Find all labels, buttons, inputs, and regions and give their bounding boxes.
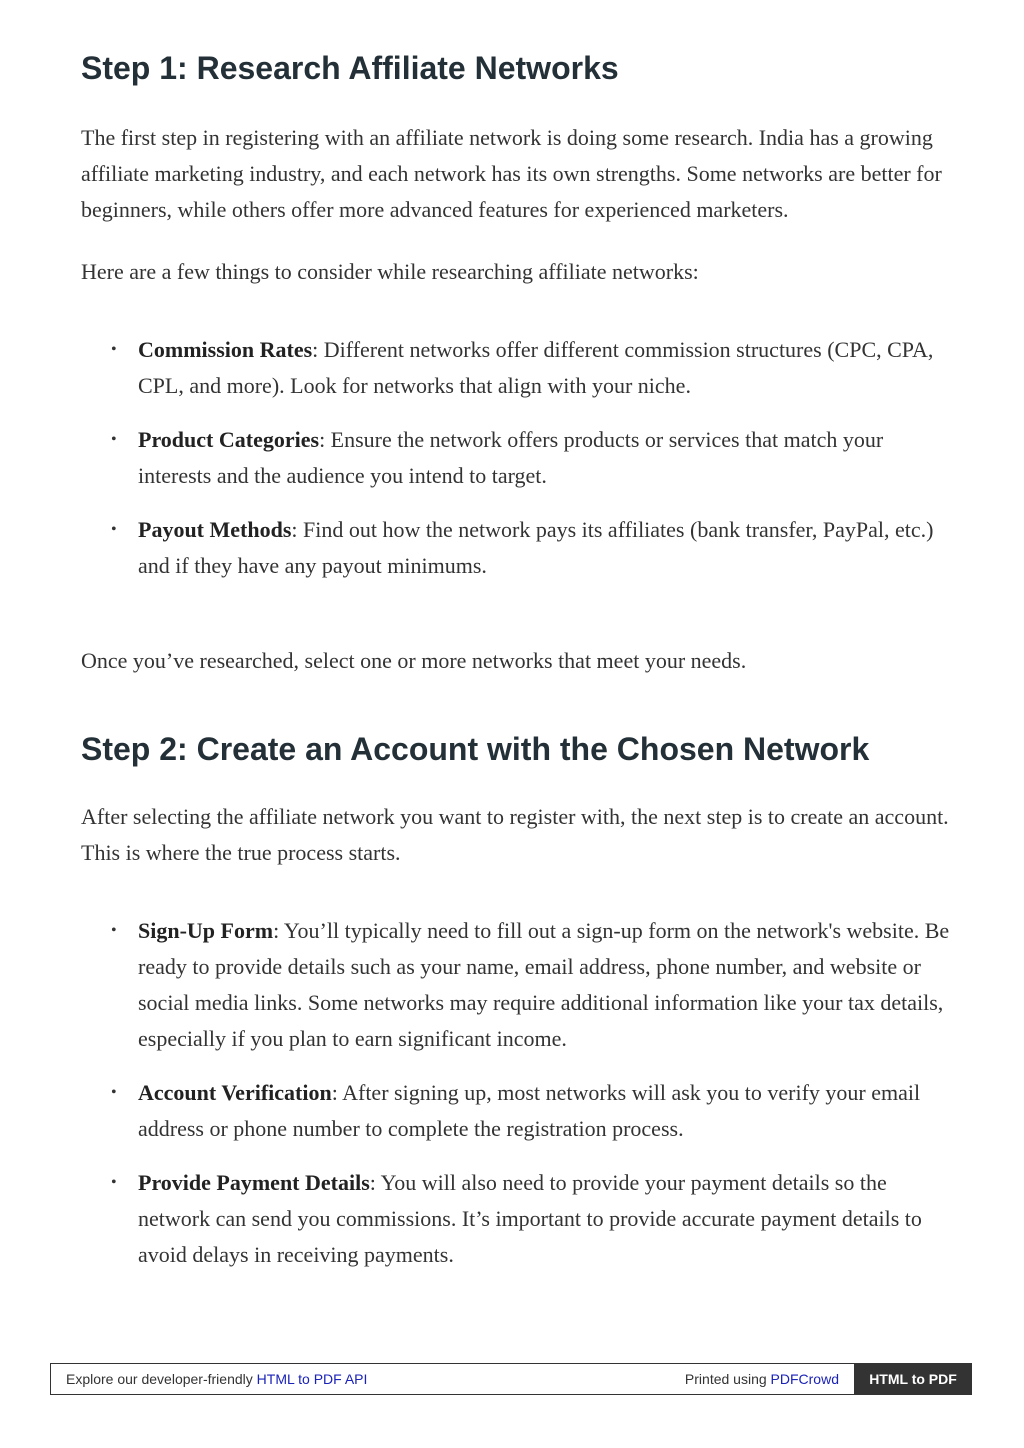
step1-intro-paragraph: The first step in registering with an affiliate network is doing some research. India has a growing affiliate marketing industry, and each network has its own strengths. Some networks are better for beginners, while others offer more advanced features for experienced marketers. (81, 125, 942, 222)
pdfcrowd-footer-bar (50, 1363, 972, 1395)
list-item-text: : After signing up, most networks will ask you to verify your email address or phone number to complete the registration process. (138, 1080, 921, 1141)
list-item-term: Sign-Up Form (138, 918, 274, 943)
step1-closing-paragraph: Once you’ve researched, select one or more networks that meet your needs. (81, 648, 747, 673)
bullet-icon: • (111, 341, 117, 358)
list-item (81, 1075, 951, 1147)
bullet-icon: • (111, 431, 117, 448)
step2-list (81, 913, 951, 1273)
pdfcrowd-link[interactable]: PDFCrowd (770, 1371, 839, 1387)
list-item (81, 422, 951, 494)
article (81, 0, 951, 1273)
list-item-term: Commission Rates (138, 337, 313, 362)
list-item-text: : You will also need to provide your payment details so the network can send you commissions. It’s important to provide accurate payment details to avoid delays in receiving payments. (138, 1170, 922, 1267)
step2-intro-paragraph: After selecting the affiliate network you want to register with, the next step is to create an account. This is where the true process starts. (81, 804, 949, 865)
step2-heading: Step 2: Create an Account with the Chosen Network (81, 731, 870, 767)
footer-explore-text: Explore our developer-friendly (66, 1371, 257, 1387)
list-item-text: : Ensure the network offers products or services that match your interests and the audience you intend to target. (138, 427, 884, 488)
list-item-term: Product Categories (138, 427, 320, 452)
list-item (81, 913, 951, 1057)
list-item-term: Account Verification (138, 1080, 332, 1105)
bullet-icon: • (111, 1084, 117, 1101)
list-item-text: : Find out how the network pays its affiliates (bank transfer, PayPal, etc.) and if they have any payout minimums. (138, 517, 934, 578)
list-item-text: : Different networks offer different commission structures (CPC, CPA, CPL, and more). Look for networks that align with your niche. (138, 337, 934, 398)
list-item-text: : You’ll typically need to fill out a sign-up form on the network's website. Be ready to provide details such as your name, email address, phone number, and website or social media links. Some networks may require additional information like your tax details, especially if you plan to earn significant income. (138, 918, 950, 1051)
bullet-icon: • (111, 1174, 117, 1191)
html-to-pdf-button[interactable]: HTML to PDF (854, 1363, 972, 1395)
html-to-pdf-api-link[interactable]: HTML to PDF API (256, 1371, 368, 1387)
list-item-term: Provide Payment Details (138, 1170, 370, 1195)
list-item (81, 332, 951, 404)
list-item (81, 1165, 951, 1273)
bullet-icon: • (111, 922, 117, 939)
step1-consider-paragraph: Here are a few things to consider while researching affiliate networks: (81, 259, 699, 284)
footer-printed (685, 1371, 839, 1387)
step1-list (81, 332, 951, 584)
list-item-term: Payout Methods (138, 517, 292, 542)
footer-printed-text: Printed using (684, 1371, 771, 1387)
step1-heading: Step 1: Research Affiliate Networks (81, 50, 619, 86)
footer-explore (66, 1371, 367, 1387)
bullet-icon: • (111, 521, 117, 538)
list-item (81, 512, 951, 584)
